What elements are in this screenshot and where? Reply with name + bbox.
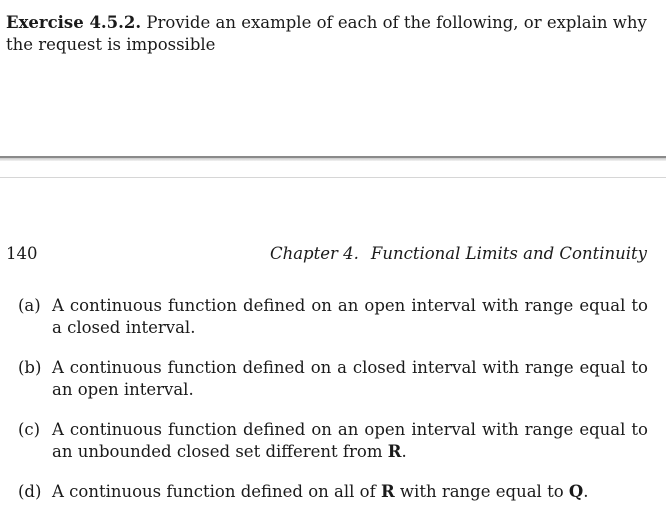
part-text-mid: with range equal to <box>394 482 569 501</box>
part-text-body: A continuous function defined on an open interval with range equal to a closed interval. <box>52 296 648 337</box>
exercise-prompt-line2: the request is impossible <box>6 35 216 54</box>
part-marker: (a) <box>18 296 41 315</box>
chapter-title: Functional Limits and Continuity <box>370 244 647 263</box>
chapter-heading <box>270 243 647 265</box>
part-text <box>52 357 648 401</box>
part-text-end: . <box>401 442 407 461</box>
part-text-body: A continuous function defined on an open interval with range equal to an unbounded closed set different from <box>52 420 648 461</box>
chapter-number: Chapter 4. <box>269 244 359 263</box>
exercise-parts-list <box>18 295 648 517</box>
part-text-body: A continuous function defined on all of <box>52 482 381 501</box>
part-marker: (c) <box>18 420 41 439</box>
reals-symbol: R <box>380 482 395 501</box>
part-marker: (d) <box>18 482 42 501</box>
part-text <box>52 481 648 503</box>
part-text-end: . <box>583 482 589 501</box>
rationals-symbol: Q <box>568 482 584 501</box>
part-marker: (b) <box>18 358 42 377</box>
exercise-label: Exercise 4.5.2. <box>6 13 142 32</box>
exercise-part-d <box>18 481 648 503</box>
exercise-prompt <box>6 12 656 56</box>
page-top-border <box>0 177 666 178</box>
exercise-part-a <box>18 295 648 339</box>
part-text <box>52 419 648 463</box>
page-break-shadow <box>0 158 666 161</box>
exercise-part-c <box>18 419 648 463</box>
reals-symbol: R <box>387 442 402 461</box>
part-text-body: A continuous function defined on a closed interval with range equal to an open interval. <box>52 358 648 399</box>
page-number: 140 <box>6 244 38 263</box>
exercise-prompt-line1: Provide an example of each of the following, or explain why <box>146 13 647 32</box>
part-text <box>52 295 648 339</box>
exercise-part-b <box>18 357 648 401</box>
